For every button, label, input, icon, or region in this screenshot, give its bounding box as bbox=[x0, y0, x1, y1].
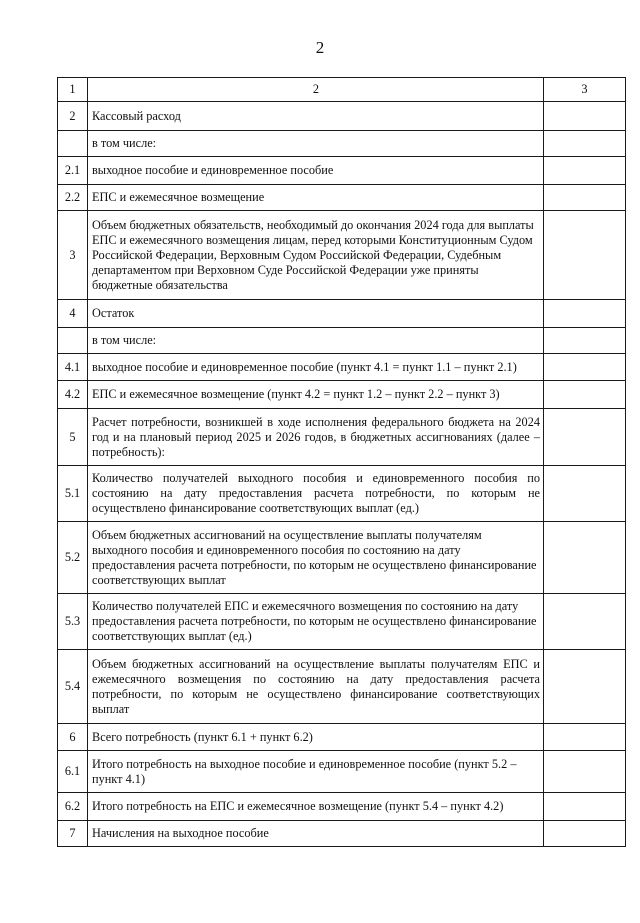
row-text: ЕПС и ежемесячное возмещение (пункт 4.2 = пункт 1.2 – пункт 2.2 – пункт 3) bbox=[88, 381, 544, 409]
row-number: 2 bbox=[58, 102, 88, 131]
row-number: 2.2 bbox=[58, 185, 88, 211]
table-row bbox=[58, 185, 626, 211]
row-value bbox=[544, 157, 626, 185]
row-value bbox=[544, 381, 626, 409]
table-row bbox=[58, 381, 626, 409]
table-row bbox=[58, 650, 626, 724]
row-text: Объем бюджетных ассигнований на осуществление выплаты получателям выходного пособия и единовременного пособия по состоянию на дату предоставления расчета потребности, по которым не осуществлено финансирование соответствующих выплат bbox=[88, 522, 544, 594]
row-number: 5.3 bbox=[58, 594, 88, 650]
row-value bbox=[544, 354, 626, 381]
row-text: выходное пособие и единовременное пособие (пункт 4.1 = пункт 1.1 – пункт 2.1) bbox=[88, 354, 544, 381]
table-row bbox=[58, 328, 626, 354]
row-text: Всего потребность (пункт 6.1 + пункт 6.2) bbox=[88, 724, 544, 751]
row-number: 6.2 bbox=[58, 793, 88, 821]
row-value bbox=[544, 724, 626, 751]
row-text: Количество получателей ЕПС и ежемесячного возмещения по состоянию на дату предоставления расчета потребности, по которым не осуществлено финансирование соответствующих выплат (ед.) bbox=[88, 594, 544, 650]
row-number: 2.1 bbox=[58, 157, 88, 185]
row-value bbox=[544, 650, 626, 724]
row-value bbox=[544, 821, 626, 847]
table-row bbox=[58, 751, 626, 793]
table-row bbox=[58, 522, 626, 594]
table-row bbox=[58, 409, 626, 466]
page-number: 2 bbox=[315, 38, 325, 57]
row-number: 6.1 bbox=[58, 751, 88, 793]
row-text: в том числе: bbox=[88, 328, 544, 354]
row-number: 5.2 bbox=[58, 522, 88, 594]
row-value bbox=[544, 300, 626, 328]
row-number: 4 bbox=[58, 300, 88, 328]
row-value bbox=[544, 751, 626, 793]
row-value bbox=[544, 131, 626, 157]
row-number: 5.1 bbox=[58, 466, 88, 522]
row-value bbox=[544, 409, 626, 466]
row-value bbox=[544, 185, 626, 211]
row-value bbox=[544, 522, 626, 594]
table-row bbox=[58, 354, 626, 381]
row-number bbox=[58, 131, 88, 157]
row-value bbox=[544, 328, 626, 354]
table-row bbox=[58, 102, 626, 131]
row-text: Остаток bbox=[88, 300, 544, 328]
row-number: 4.1 bbox=[58, 354, 88, 381]
row-value bbox=[544, 594, 626, 650]
row-number bbox=[58, 328, 88, 354]
row-text: Кассовый расход bbox=[88, 102, 544, 131]
row-value bbox=[544, 102, 626, 131]
row-number: 6 bbox=[58, 724, 88, 751]
header-col-1: 1 bbox=[58, 78, 88, 102]
table-row bbox=[58, 157, 626, 185]
table-row bbox=[58, 821, 626, 847]
row-text: выходное пособие и единовременное пособие bbox=[88, 157, 544, 185]
row-value bbox=[544, 211, 626, 300]
row-value bbox=[544, 793, 626, 821]
table-row bbox=[58, 793, 626, 821]
row-value bbox=[544, 466, 626, 522]
table-header-row bbox=[58, 78, 626, 102]
row-text: Расчет потребности, возникшей в ходе исполнения федерального бюджета на 2024 год и на плановый период 2025 и 2026 годов, в бюджетных ассигнованиях (далее – потребность): bbox=[88, 409, 544, 466]
row-text: ЕПС и ежемесячное возмещение bbox=[88, 185, 544, 211]
row-number: 3 bbox=[58, 211, 88, 300]
row-text: Итого потребность на выходное пособие и единовременное пособие (пункт 5.2 – пункт 4.1) bbox=[88, 751, 544, 793]
header-col-3: 3 bbox=[544, 78, 626, 102]
row-text: Количество получателей выходного пособия и единовременного пособия по состоянию на дату предоставления расчета потребности, по которым не осуществлено финансирование соответствующих выплат (ед.) bbox=[88, 466, 544, 522]
row-text: Объем бюджетных ассигнований на осуществление выплаты получателям ЕПС и ежемесячного возмещения по состоянию на дату предоставления расчета потребности, по которым не осуществлено финансирование соответствующих выплат bbox=[88, 650, 544, 724]
row-text: Объем бюджетных обязательств, необходимый до окончания 2024 года для выплаты ЕПС и ежемесячного возмещения лицам, перед которыми Конституционным Судом Российской Федерации, Верховным Судом Российской Федерации, Судебным департаментом при Верховном Суде Российской Федерации уже приняты бюджетные обязательства bbox=[88, 211, 544, 300]
table-row bbox=[58, 466, 626, 522]
row-text: Начисления на выходное пособие bbox=[88, 821, 544, 847]
row-text: в том числе: bbox=[88, 131, 544, 157]
table-row bbox=[58, 131, 626, 157]
row-text: Итого потребность на ЕПС и ежемесячное возмещение (пункт 5.4 – пункт 4.2) bbox=[88, 793, 544, 821]
budget-calculation-table bbox=[57, 77, 626, 847]
row-number: 7 bbox=[58, 821, 88, 847]
table-row bbox=[58, 594, 626, 650]
table-row bbox=[58, 211, 626, 300]
table-row bbox=[58, 724, 626, 751]
row-number: 5 bbox=[58, 409, 88, 466]
row-number: 5.4 bbox=[58, 650, 88, 724]
row-number: 4.2 bbox=[58, 381, 88, 409]
header-col-2: 2 bbox=[88, 78, 544, 102]
table-row bbox=[58, 300, 626, 328]
